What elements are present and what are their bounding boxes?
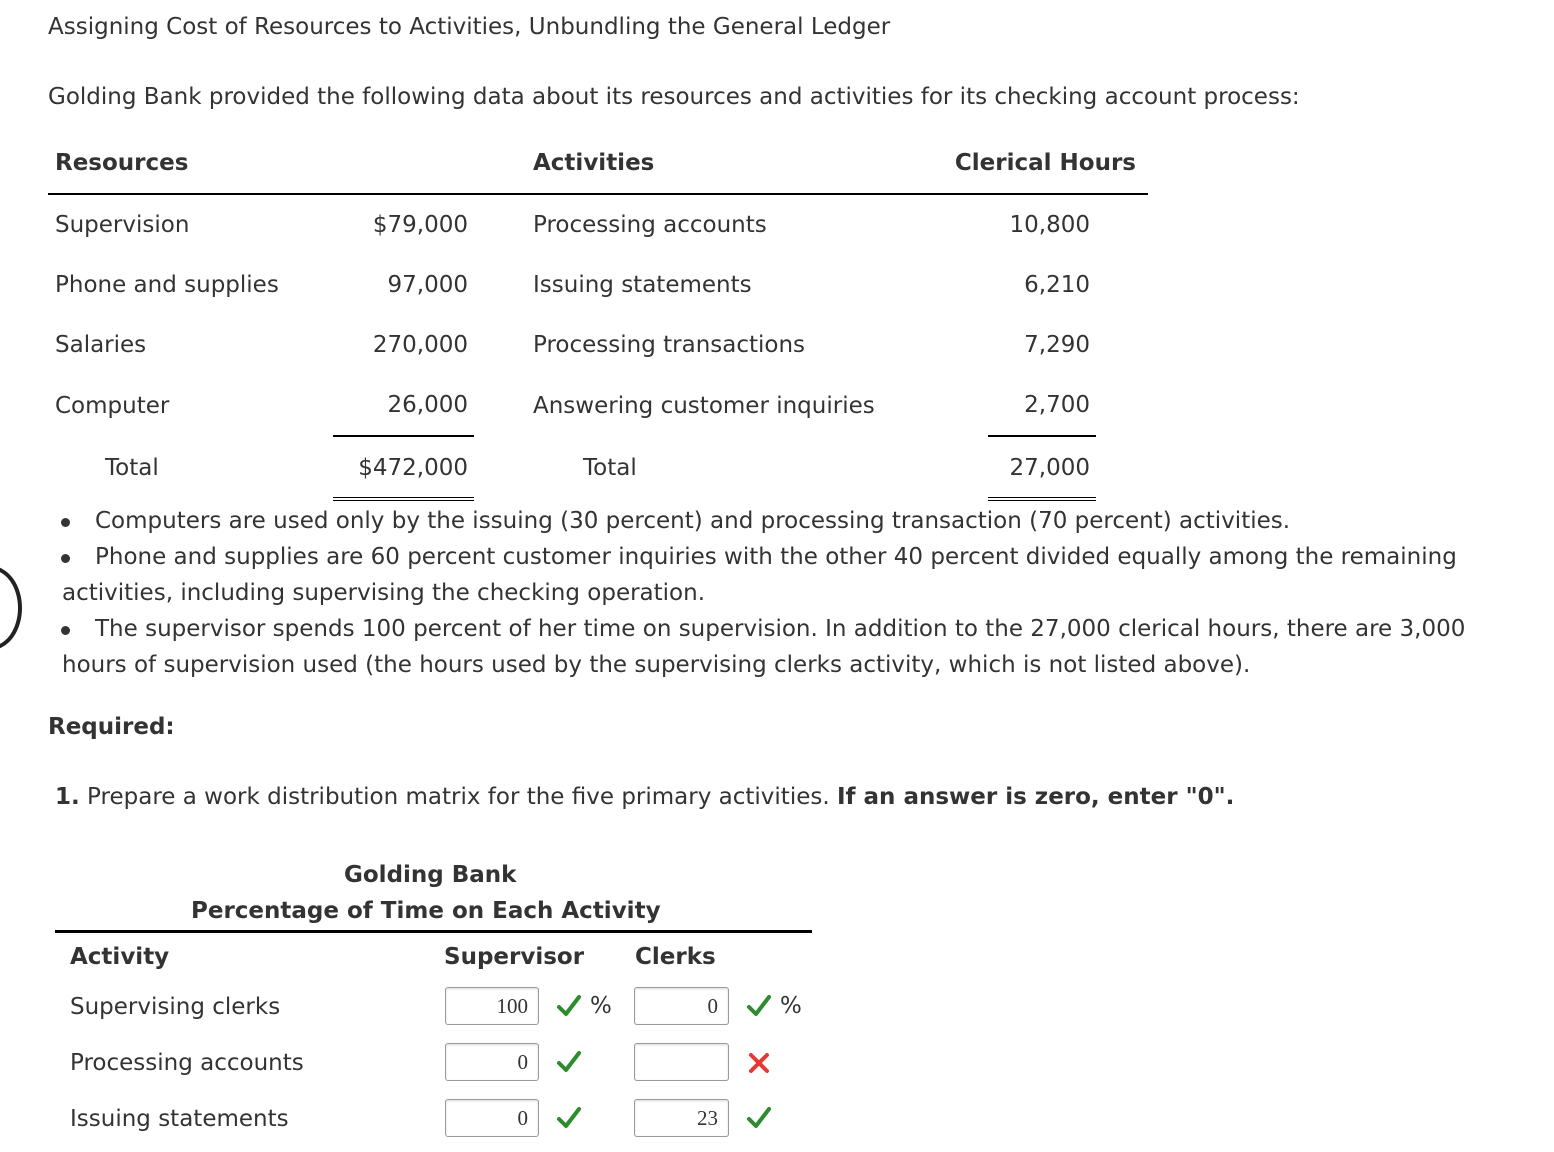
matrix-title: Golding Bank: [344, 862, 517, 888]
activity-hours: 7,290: [1024, 332, 1090, 358]
activity-hours: 6,210: [1024, 272, 1090, 298]
header-activities: Activities: [533, 150, 655, 176]
total-label-activities: Total: [583, 455, 637, 481]
supervisor-percent-input[interactable]: 100: [445, 987, 539, 1025]
resource-amount: $79,000: [372, 212, 468, 238]
resource-amount: 97,000: [387, 272, 468, 298]
list-item: Phone and supplies are 60 percent customer inquiries with the other 40 percent divided equally among the remaining: [95, 544, 1457, 570]
activity-hours: 10,800: [1009, 212, 1090, 238]
total-double-rule-hours: [988, 497, 1096, 501]
check-icon: [746, 1105, 772, 1131]
question-number: 1.: [55, 784, 80, 810]
bullet-dot-icon: [61, 626, 70, 635]
matrix-activity-label: Issuing statements: [70, 1106, 289, 1132]
supervisor-percent-input[interactable]: 0: [445, 1099, 539, 1137]
resource-name: Supervision: [55, 212, 190, 238]
matrix-header-clerks: Clerks: [635, 944, 716, 970]
resource-amount: 270,000: [372, 332, 468, 358]
subtotal-rule-hours: [988, 435, 1096, 437]
check-icon: [556, 1105, 582, 1131]
resource-amount: 26,000: [387, 392, 468, 418]
header-resources: Resources: [55, 150, 189, 176]
radio-indicator: [0, 566, 22, 650]
total-label-resources: Total: [105, 455, 159, 481]
matrix-header-supervisor: Supervisor: [444, 944, 585, 970]
activity-name: Answering customer inquiries: [533, 393, 875, 419]
total-hours: 27,000: [1009, 455, 1090, 481]
required-heading: Required:: [48, 714, 175, 740]
matrix-activity-label: Supervising clerks: [70, 994, 281, 1020]
matrix-activity-label: Processing accounts: [70, 1050, 304, 1076]
matrix-header-rule: [55, 930, 812, 933]
percent-sign: %: [590, 993, 612, 1019]
subtotal-rule-amount: [333, 435, 474, 437]
activity-hours: 2,700: [1024, 392, 1090, 418]
list-item: The supervisor spends 100 percent of her time on supervision. In addition to the 27,000 clerical hours, there are 3,000: [95, 616, 1466, 642]
check-icon: [556, 993, 582, 1019]
clerks-percent-input[interactable]: 23: [634, 1099, 729, 1137]
intro-text: Golding Bank provided the following data about its resources and activities for its checking account process:: [48, 84, 1300, 110]
activity-name: Issuing statements: [533, 272, 752, 298]
clerks-percent-input[interactable]: [634, 1043, 729, 1081]
resource-name: Salaries: [55, 332, 147, 358]
question-instruction: If an answer is zero, enter "0".: [836, 784, 1235, 810]
question-body: Prepare a work distribution matrix for the five primary activities.: [79, 784, 837, 810]
matrix-subtitle: Percentage of Time on Each Activity: [191, 898, 661, 924]
page-title: Assigning Cost of Resources to Activities, Unbundling the General Ledger: [48, 14, 891, 40]
check-icon: [556, 1049, 582, 1075]
header-clerical-hours: Clerical Hours: [954, 150, 1136, 176]
bullet-dot-icon: [61, 518, 70, 527]
check-icon: [746, 993, 772, 1019]
bullet-dot-icon: [61, 554, 70, 563]
total-amount: $472,000: [358, 455, 468, 481]
question-text: [55, 784, 1234, 810]
activity-name: Processing accounts: [533, 212, 767, 238]
resource-name: Computer: [55, 393, 170, 419]
percent-sign: %: [780, 993, 802, 1019]
matrix-header-activity: Activity: [70, 944, 170, 970]
resource-name: Phone and supplies: [55, 272, 279, 298]
list-item-continuation: hours of supervision used (the hours used by the supervising clerks activity, which is not listed above).: [62, 652, 1251, 678]
list-item-continuation: activities, including supervising the checking operation.: [62, 580, 706, 606]
header-rule: [48, 193, 1148, 195]
clerks-percent-input[interactable]: 0: [634, 987, 729, 1025]
list-item: Computers are used only by the issuing (30 percent) and processing transaction (70 percent) activities.: [95, 508, 1291, 534]
total-double-rule-amount: [333, 497, 474, 501]
cross-icon: [746, 1050, 772, 1076]
supervisor-percent-input[interactable]: 0: [445, 1043, 539, 1081]
activity-name: Processing transactions: [533, 332, 806, 358]
